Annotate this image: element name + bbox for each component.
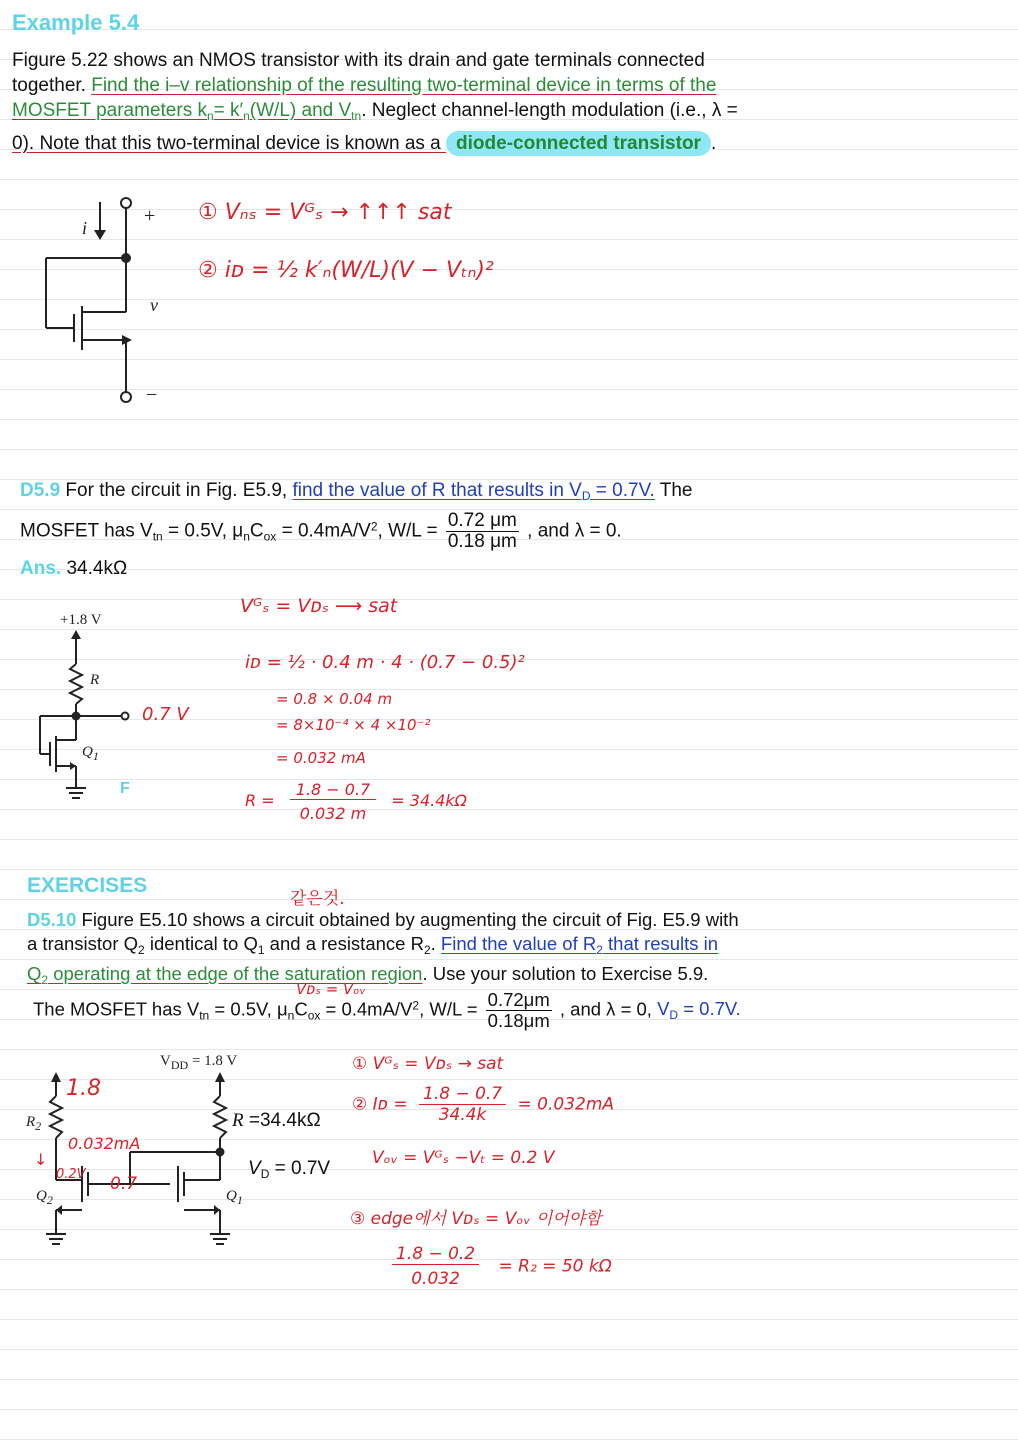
d510-sol-line-1: ① Vᴳₛ = Vᴅₛ → sat (352, 1054, 504, 1074)
d510-vd-value: $V_D = 0.7V$. (657, 998, 741, 1023)
d510-id-fraction: $\frac{1.8 - 0.7}{34.4k}$ (419, 1084, 506, 1125)
example-params: MOSFET parameters $k_n= k'_n(W/L)$ and $V_{tn}$ (12, 100, 362, 123)
d59-answer-value: 34.4kΩ (61, 558, 128, 579)
handwritten-vd: 0.7 V (142, 704, 189, 725)
d510-question: Find the value of $R_2$ that results in (440, 933, 719, 957)
handwritten-current: 0.032mA (68, 1134, 141, 1153)
fig-e59-vdd-label: +1.8 V (60, 612, 102, 628)
fig-e59-r-label: R (90, 672, 100, 688)
example-text: 0). Note that this two-terminal device is known as a (12, 133, 447, 154)
d59-r-fraction: $\frac{1.8 - 0.7}{0.032 m}$ (290, 780, 376, 823)
d59-line-1 (20, 478, 1010, 509)
d59-text: For the circuit in Fig. E5.9, (60, 480, 293, 501)
handwritten-1-8: 1.8 (66, 1076, 101, 1101)
fig-e510-vdd-label: $V_{DD} = 1.8$ V (160, 1053, 238, 1072)
fig-minus-label: − (146, 384, 158, 406)
d510-sol-line-5: $\frac{1.8 - 0.2}{0.032}$ = R₂ = 50 kΩ (392, 1244, 612, 1289)
d59-paragraph (20, 478, 1010, 581)
handwritten-note-2: ② iᴅ = ½ k′ₙ(W/L)(V − Vₜₙ)² (198, 258, 494, 283)
diode-connected-highlight: diode-connected transistor (446, 131, 711, 156)
fig-e59-q1-label: $Q_1$ (82, 744, 99, 763)
example-line-4 (12, 131, 1002, 156)
example-text: . (710, 133, 717, 154)
d510-text: Figure E5.10 shows a circuit obtained by augmenting the circuit of Fig. E5.9 with (76, 909, 739, 930)
d59-label: D5.9 (20, 480, 61, 501)
fig-e510-vd-value: $V_D = 0.7V$ (248, 1158, 331, 1181)
d59-work-line-3: = 0.8 × 0.04 m (276, 690, 393, 708)
example-text: . Neglect channel-length modulation (i.e., λ = (361, 100, 738, 121)
d510-r2-fraction: $\frac{1.8 - 0.2}{0.032}$ (392, 1244, 479, 1289)
example-paragraph (12, 48, 1002, 156)
d59-work-line-6: R = $\frac{1.8 - 0.7}{0.032 m}$ = 34.4kΩ (245, 780, 467, 823)
d59-answer (20, 556, 1010, 581)
d59-answer-label: Ans. (20, 558, 62, 579)
example-text: together. (12, 75, 92, 96)
fig-e510-r2-label: $R_2$ (26, 1114, 42, 1133)
d59-work-line-1: Vᴳₛ = Vᴅₛ ⟶ sat (240, 595, 398, 617)
example-line-3 (12, 98, 1002, 129)
exercises-title: EXERCISES (27, 874, 148, 897)
fig-plus-label: + (144, 205, 156, 227)
d510-params-line: The MOSFET has $V_{tn} = 0.5V$, $\mu_nC_{ox} = 0.4mA/V^2$, W/L = $\frac{0.72\mu m}{0.18\mu m}$ , and λ = 0, $V_D = 0.7V$. (33, 989, 741, 1031)
handwritten-0-7: 0.7 (110, 1174, 138, 1194)
d510-sol-line-2: ② Iᴅ = $\frac{1.8 - 0.7}{34.4k}$ = 0.032mA (352, 1084, 615, 1125)
d59-question: find the value of R that results in $V_D = 0.7V$. (292, 480, 655, 503)
d59-work-line-5: = 0.032 mA (276, 749, 366, 767)
d510-paragraph (27, 908, 1007, 992)
d59-text: The (654, 480, 693, 501)
d59-wl-fraction: $\frac{0.72 \mu m}{0.18 \mu m}$ (447, 510, 517, 552)
example-title: Example 5.4 (12, 10, 140, 35)
fig-e510-q1-label: $Q_1$ (226, 1188, 243, 1207)
d510-edge-text: $Q_2$ operating at the edge of the saturation region (27, 963, 423, 987)
handwritten-0-2v: 0.2V (56, 1167, 86, 1182)
d510-label: D5.10 (27, 909, 77, 930)
handwritten-same-note: 같은것. (290, 889, 345, 909)
example-line-1: Figure 5.22 shows an NMOS transistor with its drain and gate terminals connected (12, 50, 705, 71)
handwritten-down-arrow: ↓ (34, 1150, 48, 1169)
handwritten-vds-vov: Vᴅₛ = Vₒᵥ (296, 980, 366, 998)
d510-line-1 (27, 908, 1007, 932)
d510-line-3: $Q_2$ operating at the edge of the saturation region. Use your solution to Exercise 5.9. (27, 963, 709, 987)
example-highlight-green: Find the i–v relationship of the resulting two-terminal device in terms of the (91, 75, 717, 96)
d510-sol-line-3: Vₒᵥ = Vᴳₛ −Vₜ = 0.2 V (372, 1148, 555, 1168)
fig-voltage-label: v (150, 295, 158, 315)
fig-e510-circuit (20, 1062, 250, 1262)
fig-e59-f-label: F (120, 780, 130, 797)
fig-e510-q2-label: $Q_2$ (36, 1188, 53, 1207)
example-line-2 (12, 73, 1002, 98)
d59-work-line-4: = 8×10⁻⁴ × 4 ×10⁻² (276, 716, 431, 734)
fig-e510-r-value: R =34.4kΩ (232, 1110, 321, 1131)
d59-line-2: MOSFET has $V_{tn} = 0.5V$, $\mu_nC_{ox} = 0.4mA/V^2$, W/L = $\frac{0.72 \mu m}{0.18 \mu m}$ , and λ = 0. (20, 510, 622, 552)
d510-sol-line-4: ③ edge에서 Vᴅₛ = Vₒᵥ 이어야함 (350, 1209, 602, 1229)
d510-line-2: a transistor $Q_2$ identical to $Q_1$ and a resistance $R_2$. Find the value of $R_2$ that results in (27, 933, 719, 957)
d510-wl-fraction: $\frac{0.72\mu m}{0.18\mu m}$ (487, 989, 550, 1031)
fig-current-label: i (82, 218, 88, 238)
d59-work-line-2: iᴅ = ½ · 0.4 m · 4 · (0.7 − 0.5)² (245, 652, 525, 673)
handwritten-note-1: ① Vₙₛ = Vᴳₛ → ↑↑↑ sat (198, 200, 452, 225)
